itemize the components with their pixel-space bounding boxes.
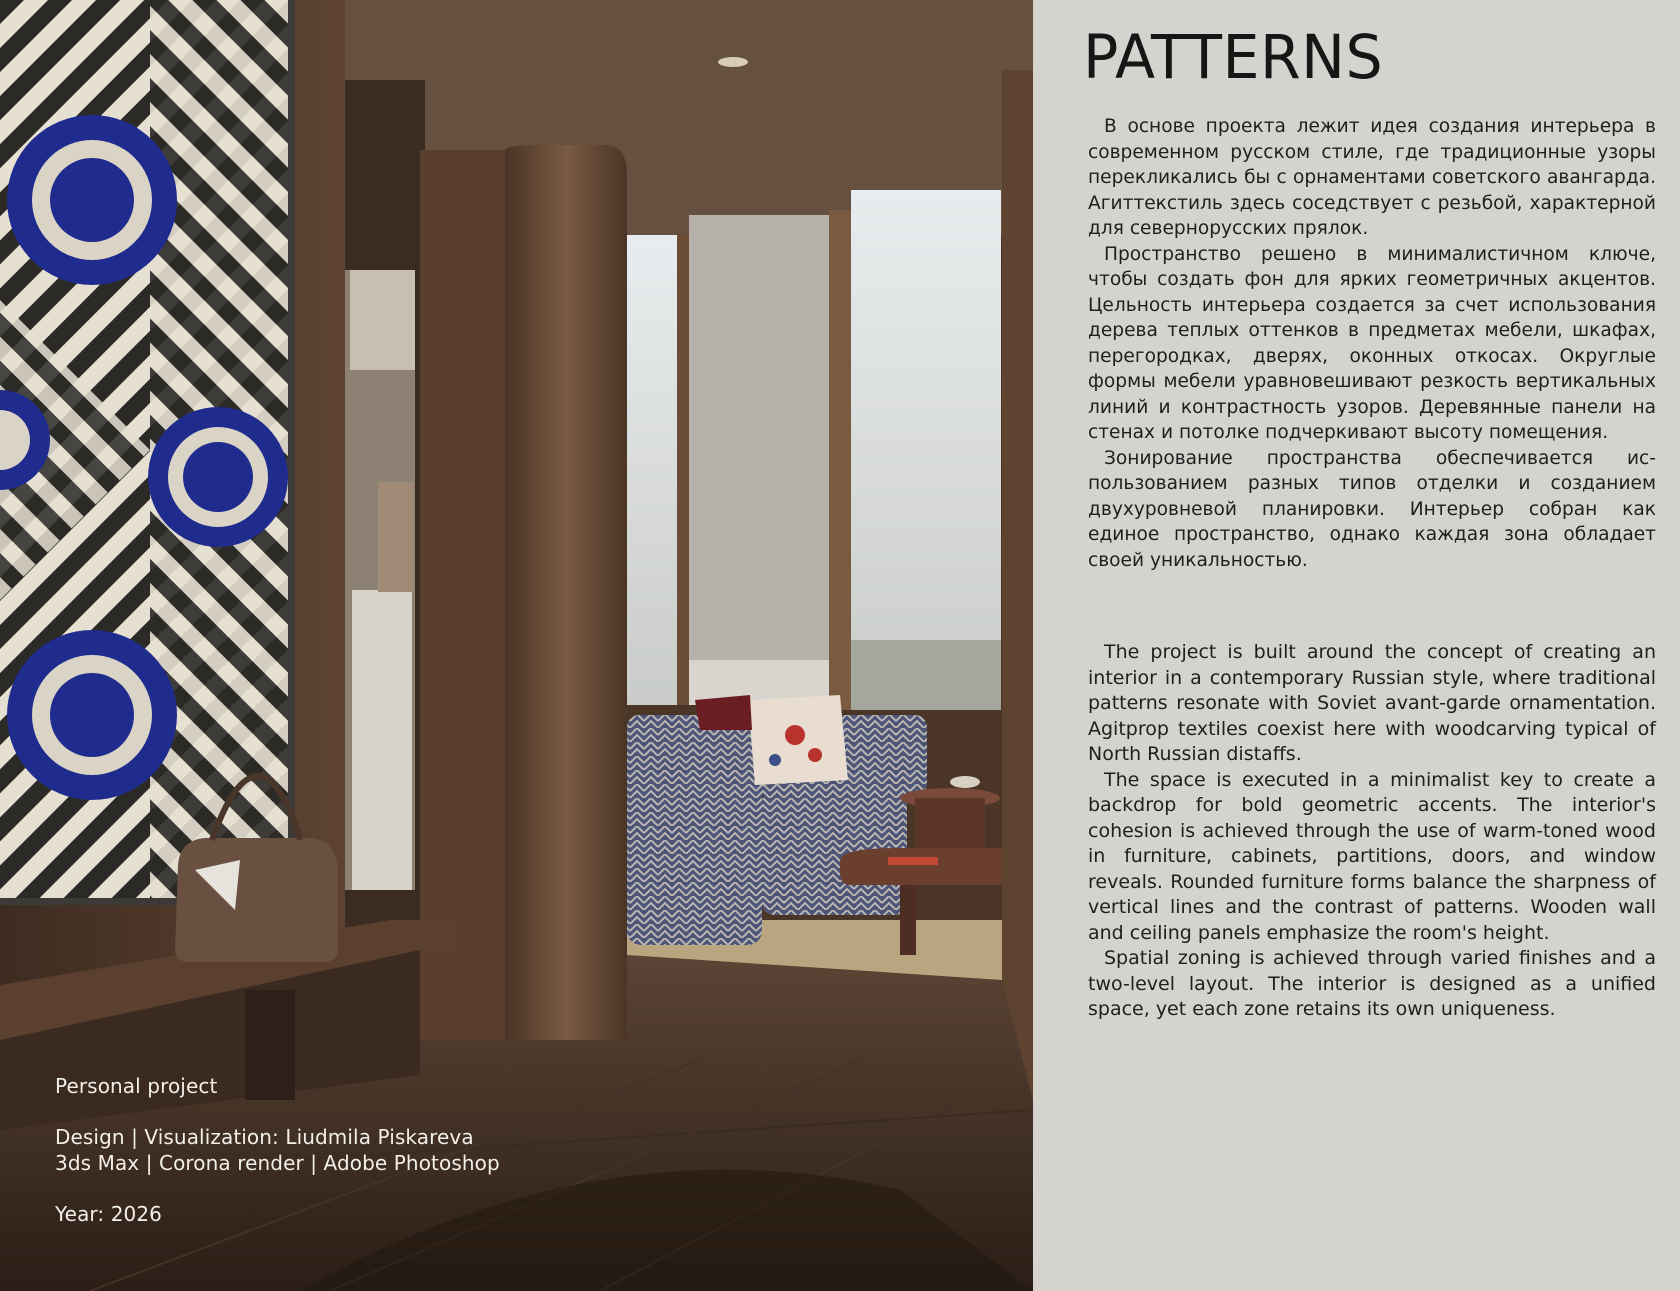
year-line: Year: 2026 <box>55 1201 162 1226</box>
ru-paragraph-1: В основе проекта лежит идея создания интерьера в современном русском стиле, где традиционные узоры перекликались бы с орнаментами советского авангарда. Агиттекстиль здесь соседствует с резьбой, характерной для севернорусских прялок. <box>1088 116 1656 239</box>
text-panel <box>1033 0 1680 1291</box>
authors-line: Design | Visualization: Liudmila Piskareva <box>55 1125 474 1149</box>
description-russian <box>1088 114 1656 573</box>
description-english <box>1088 640 1656 1023</box>
page-title: PATTERNS <box>1083 22 1384 93</box>
project-credits <box>55 1074 500 1227</box>
software-line: 3ds Max | Corona render | Adobe Photoshop <box>55 1150 500 1175</box>
ru-paragraph-2: Пространство решено в минималистичном ключе, чтобы создать фон для ярких геометричных акцентов. Цельность интерьера создается за счет использования дерева теплых оттенков в предметах мебели, шкафах, перегородках, дверях, оконных откосах. Округлые формы мебели уравновешивают резкость вертикальных линий и контрастность узоров. Деревянные панели на стенах и потолке подчеркивают высоту помещения. <box>1088 243 1656 443</box>
project-type: Personal project <box>55 1074 218 1098</box>
ru-paragraph-3: Зонирование пространства обеспечивается использованием разных типов отделки и созданием двухуровневой планировки. Интерьер собран как единое пространство, однако каждая зона обладает своей уникальностью. <box>1088 447 1656 571</box>
en-paragraph-3: Spatial zoning is achieved through varied finishes and a two-level layout. The interior is designed as a unified space, yet each zone retains its own uniqueness. <box>1088 947 1656 1020</box>
en-paragraph-2: The space is executed in a minimalist key to create a backdrop for bold geometric accents. The interior's cohesion is achieved through the use of warm-toned wood in furniture, cabinets, partitions, doors, and window reveals. Rounded furniture forms balance the sharpness of vertical lines and the contrast of patterns. Wooden wall and ceiling panels emphasize the room's height. <box>1088 768 1656 944</box>
en-paragraph-1: The project is built around the concept of creating an interior in a contemporary Russian style, where traditional patterns resonate with Soviet avant-garde ornamentation. Agitprop textiles coexist here with woodcarving typical of North Russian distaffs. <box>1088 641 1656 765</box>
